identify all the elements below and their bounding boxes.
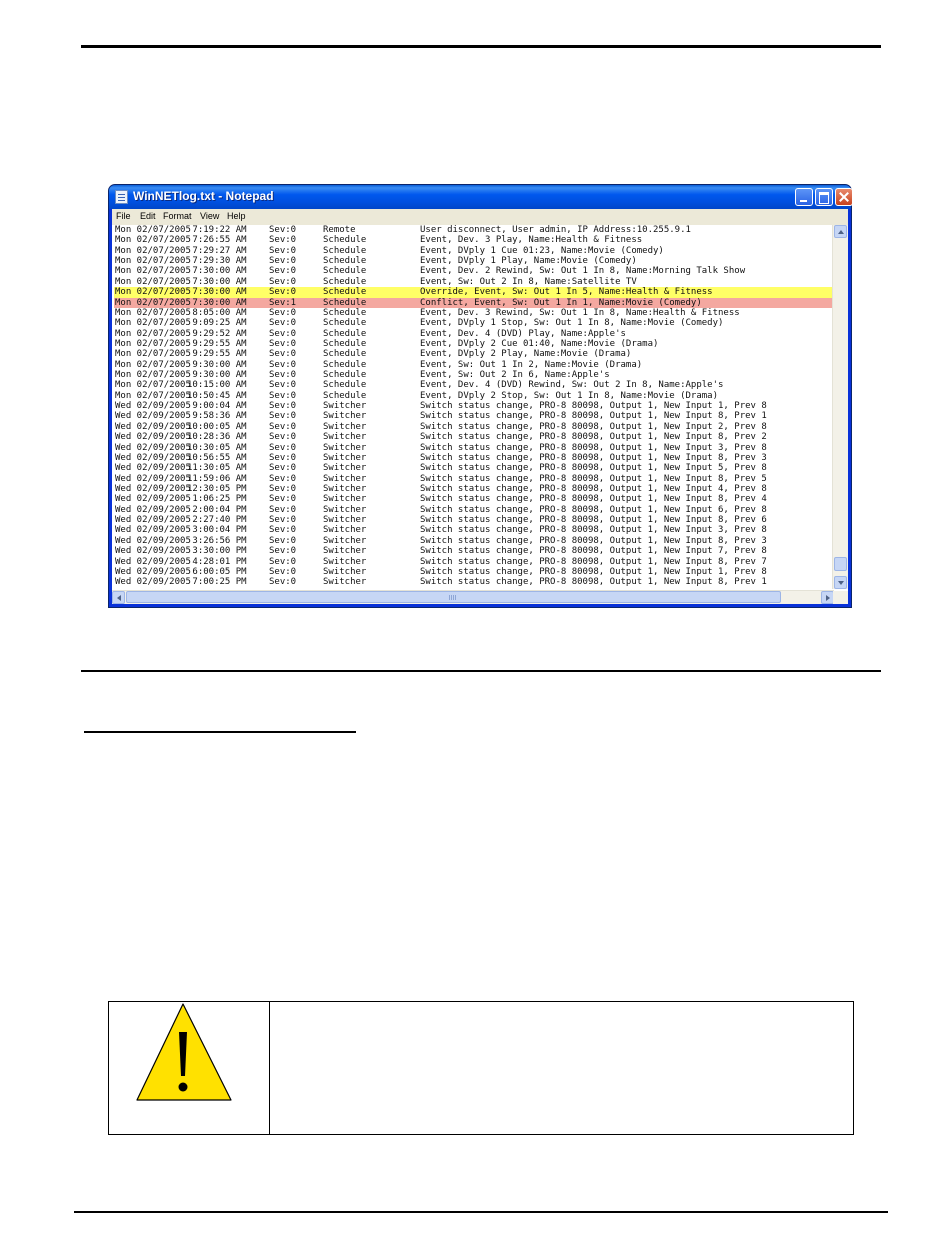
log-source: Schedule xyxy=(323,245,367,256)
log-source: Schedule xyxy=(323,359,367,370)
log-severity: Sev:0 xyxy=(269,494,297,505)
log-date: Wed 02/09/2005 xyxy=(115,515,191,526)
log-source: Switcher xyxy=(323,463,367,474)
log-message: Switch status change, PRO-8 80098, Output 1, New Input 8, Prev 3 xyxy=(420,452,767,463)
log-source: Switcher xyxy=(323,504,367,515)
log-severity: Sev:0 xyxy=(269,245,297,256)
log-message: Switch status change, PRO-8 80098, Output 1, New Input 2, Prev 8 xyxy=(420,421,767,432)
log-date: Mon 02/07/2005 xyxy=(115,380,191,391)
log-message: Switch status change, PRO-8 80098, Output 1, New Input 1, Prev 8 xyxy=(420,566,767,577)
log-date: Wed 02/09/2005 xyxy=(115,432,191,443)
log-row xyxy=(114,235,836,245)
log-time: 7:19:22 AM xyxy=(187,225,247,235)
log-source: Remote xyxy=(323,225,356,235)
log-message: Event, Sw: Out 1 In 2, Name:Movie (Drama) xyxy=(420,359,643,370)
log-date: Mon 02/07/2005 xyxy=(115,359,191,370)
menu-help[interactable]: Help xyxy=(227,211,246,221)
log-message: Switch status change, PRO-8 80098, Output 1, New Input 8, Prev 5 xyxy=(420,473,767,484)
horizontal-scroll-thumb[interactable] xyxy=(126,591,781,603)
log-severity: Sev:0 xyxy=(269,463,297,474)
log-row-conflict xyxy=(114,298,836,308)
log-time: 7:30:00 AM xyxy=(187,297,247,308)
log-row xyxy=(114,463,836,473)
log-severity: Sev:0 xyxy=(269,390,297,401)
log-message: Event, Dev. 3 Play, Name:Health & Fitness xyxy=(420,235,643,246)
text-area[interactable] xyxy=(112,225,848,604)
log-source: Switcher xyxy=(323,452,367,463)
log-source: Switcher xyxy=(323,432,367,443)
log-row xyxy=(114,505,836,515)
log-date: Wed 02/09/2005 xyxy=(115,535,191,546)
log-row xyxy=(114,484,836,494)
log-severity: Sev:0 xyxy=(269,525,297,536)
log-message: Switch status change, PRO-8 80098, Output 1, New Input 6, Prev 8 xyxy=(420,504,767,515)
log-severity: Sev:1 xyxy=(269,297,297,308)
log-time: 7:30:00 AM xyxy=(187,266,247,277)
log-row xyxy=(114,225,836,235)
log-source: Switcher xyxy=(323,556,367,567)
caution-divider xyxy=(269,1002,270,1134)
log-date: Wed 02/09/2005 xyxy=(115,442,191,453)
log-source: Schedule xyxy=(323,390,367,401)
log-date: Mon 02/07/2005 xyxy=(115,318,191,329)
log-severity: Sev:0 xyxy=(269,442,297,453)
log-row xyxy=(114,453,836,463)
log-source: Schedule xyxy=(323,380,367,391)
log-source: Switcher xyxy=(323,401,367,412)
log-source: Switcher xyxy=(323,535,367,546)
log-source: Schedule xyxy=(323,338,367,349)
log-date: Wed 02/09/2005 xyxy=(115,473,191,484)
log-time: 7:29:27 AM xyxy=(187,245,247,256)
log-date: Wed 02/09/2005 xyxy=(115,421,191,432)
log-source: Schedule xyxy=(323,287,367,298)
log-message: Event, Sw: Out 2 In 8, Name:Satellite TV xyxy=(420,276,637,287)
log-time: 7:26:55 AM xyxy=(187,235,247,246)
log-severity: Sev:0 xyxy=(269,359,297,370)
log-time: 7:30:00 AM xyxy=(187,287,247,298)
log-severity: Sev:0 xyxy=(269,483,297,494)
log-time: 1:06:25 PM xyxy=(187,494,247,505)
log-date: Mon 02/07/2005 xyxy=(115,370,191,381)
log-row xyxy=(114,277,836,287)
log-row xyxy=(114,246,836,256)
scroll-up-icon[interactable] xyxy=(834,225,847,238)
log-time: 10:56:55 AM xyxy=(187,452,247,463)
log-row xyxy=(114,256,836,266)
log-message: Event, DVply 2 Stop, Sw: Out 1 In 8, Name:Movie (Drama) xyxy=(420,390,719,401)
log-row xyxy=(114,329,836,339)
bottom-rule xyxy=(74,1211,888,1213)
log-date: Wed 02/09/2005 xyxy=(115,504,191,515)
log-row xyxy=(114,546,836,556)
log-time: 7:29:30 AM xyxy=(187,256,247,267)
minimize-button[interactable] xyxy=(795,188,813,206)
log-message: Switch status change, PRO-8 80098, Output 1, New Input 3, Prev 8 xyxy=(420,525,767,536)
log-row xyxy=(114,577,836,587)
log-row-override xyxy=(114,287,836,297)
log-time: 11:30:05 AM xyxy=(187,463,247,474)
log-row xyxy=(114,349,836,359)
log-date: Mon 02/07/2005 xyxy=(115,256,191,267)
log-source: Switcher xyxy=(323,515,367,526)
log-date: Mon 02/07/2005 xyxy=(115,338,191,349)
log-message: Switch status change, PRO-8 80098, Output 1, New Input 8, Prev 1 xyxy=(420,577,767,588)
log-time: 10:30:05 AM xyxy=(187,442,247,453)
log-date: Wed 02/09/2005 xyxy=(115,556,191,567)
log-message: Event, DVply 1 Play, Name:Movie (Comedy) xyxy=(420,256,637,267)
log-row xyxy=(114,443,836,453)
log-severity: Sev:0 xyxy=(269,411,297,422)
horizontal-scrollbar[interactable] xyxy=(112,590,834,604)
log-row xyxy=(114,536,836,546)
log-severity: Sev:0 xyxy=(269,235,297,246)
log-severity: Sev:0 xyxy=(269,318,297,329)
log-row xyxy=(114,422,836,432)
log-severity: Sev:0 xyxy=(269,504,297,515)
log-severity: Sev:0 xyxy=(269,370,297,381)
log-time: 6:00:05 PM xyxy=(187,566,247,577)
log-row xyxy=(114,567,836,577)
log-row xyxy=(114,380,836,390)
log-time: 9:29:55 AM xyxy=(187,349,247,360)
log-message: Switch status change, PRO-8 80098, Output 1, New Input 4, Prev 8 xyxy=(420,483,767,494)
log-date: Wed 02/09/2005 xyxy=(115,525,191,536)
log-message: Event, DVply 2 Play, Name:Movie (Drama) xyxy=(420,349,632,360)
log-message: Switch status change, PRO-8 80098, Output 1, New Input 3, Prev 8 xyxy=(420,442,767,453)
log-time: 9:58:36 AM xyxy=(187,411,247,422)
log-time: 9:30:00 AM xyxy=(187,370,247,381)
log-source: Switcher xyxy=(323,566,367,577)
log-severity: Sev:0 xyxy=(269,401,297,412)
log-severity: Sev:0 xyxy=(269,380,297,391)
menu-format[interactable]: Format xyxy=(163,211,192,221)
log-date: Mon 02/07/2005 xyxy=(115,235,191,246)
menu-bar xyxy=(112,209,848,225)
close-button[interactable] xyxy=(835,188,853,206)
log-message: Switch status change, PRO-8 80098, Output 1, New Input 8, Prev 7 xyxy=(420,556,767,567)
menu-edit[interactable]: Edit xyxy=(140,211,156,221)
log-date: Mon 02/07/2005 xyxy=(115,276,191,287)
log-date: Wed 02/09/2005 xyxy=(115,411,191,422)
log-message: Switch status change, PRO-8 80098, Output 1, New Input 8, Prev 2 xyxy=(420,432,767,443)
log-time: 9:29:55 AM xyxy=(187,338,247,349)
log-message: Switch status change, PRO-8 80098, Output 1, New Input 7, Prev 8 xyxy=(420,546,767,557)
log-time: 12:30:05 PM xyxy=(187,483,247,494)
log-time: 2:27:40 PM xyxy=(187,515,247,526)
log-message: Switch status change, PRO-8 80098, Output 1, New Input 8, Prev 1 xyxy=(420,411,767,422)
log-message: Event, Sw: Out 2 In 6, Name:Apple's xyxy=(420,370,610,381)
log-message: Switch status change, PRO-8 80098, Output 1, New Input 1, Prev 8 xyxy=(420,401,767,412)
vertical-scrollbar[interactable] xyxy=(832,225,848,589)
log-date: Wed 02/09/2005 xyxy=(115,566,191,577)
log-source: Schedule xyxy=(323,349,367,360)
log-time: 10:50:45 AM xyxy=(187,390,247,401)
log-message: Switch status change, PRO-8 80098, Output 1, New Input 8, Prev 3 xyxy=(420,535,767,546)
log-severity: Sev:0 xyxy=(269,276,297,287)
log-row xyxy=(114,432,836,442)
title-bar[interactable] xyxy=(109,185,851,209)
log-message: Conflict, Event, Sw: Out 1 In 1, Name:Movie (Comedy) xyxy=(420,297,702,308)
log-message: Event, Dev. 4 (DVD) Play, Name:Apple's xyxy=(420,328,626,339)
window-title: WinNETlog.txt - Notepad xyxy=(133,189,274,203)
log-time: 9:29:52 AM xyxy=(187,328,247,339)
log-time: 8:05:00 AM xyxy=(187,307,247,318)
top-rule xyxy=(81,45,881,48)
log-message: Event, DVply 2 Cue 01:40, Name:Movie (Drama) xyxy=(420,338,659,349)
log-source: Switcher xyxy=(323,442,367,453)
log-date: Wed 02/09/2005 xyxy=(115,483,191,494)
log-message: Event, Dev. 4 (DVD) Rewind, Sw: Out 2 In 8, Name:Apple's xyxy=(420,380,724,391)
log-date: Wed 02/09/2005 xyxy=(115,494,191,505)
log-severity: Sev:0 xyxy=(269,256,297,267)
log-message: User disconnect, User admin, IP Address:10.255.9.1 xyxy=(420,225,691,235)
section-rule xyxy=(81,670,881,672)
log-row xyxy=(114,266,836,276)
log-source: Switcher xyxy=(323,494,367,505)
log-row xyxy=(114,391,836,401)
log-date: Mon 02/07/2005 xyxy=(115,245,191,256)
log-message: Switch status change, PRO-8 80098, Output 1, New Input 8, Prev 6 xyxy=(420,515,767,526)
log-message: Event, Dev. 2 Rewind, Sw: Out 1 In 8, Name:Morning Talk Show xyxy=(420,266,746,277)
log-source: Switcher xyxy=(323,577,367,588)
warning-triangle-icon xyxy=(135,1002,233,1102)
log-row xyxy=(114,494,836,504)
log-row xyxy=(114,308,836,318)
log-severity: Sev:0 xyxy=(269,421,297,432)
notepad-icon xyxy=(115,190,128,204)
log-severity: Sev:0 xyxy=(269,307,297,318)
log-source: Schedule xyxy=(323,370,367,381)
log-time: 4:28:01 PM xyxy=(187,556,247,567)
log-message: Event, DVply 1 Cue 01:23, Name:Movie (Comedy) xyxy=(420,245,664,256)
log-source: Switcher xyxy=(323,546,367,557)
log-date: Wed 02/09/2005 xyxy=(115,401,191,412)
log-severity: Sev:0 xyxy=(269,432,297,443)
log-message: Switch status change, PRO-8 80098, Output 1, New Input 5, Prev 8 xyxy=(420,463,767,474)
log-severity: Sev:0 xyxy=(269,328,297,339)
maximize-button[interactable] xyxy=(815,188,833,206)
log-message: Event, DVply 1 Stop, Sw: Out 1 In 8, Name:Movie (Comedy) xyxy=(420,318,724,329)
log-row xyxy=(114,360,836,370)
log-date: Mon 02/07/2005 xyxy=(115,266,191,277)
log-source: Switcher xyxy=(323,411,367,422)
log-source: Schedule xyxy=(323,307,367,318)
log-severity: Sev:0 xyxy=(269,338,297,349)
notepad-window[interactable] xyxy=(108,184,852,608)
log-severity: Sev:0 xyxy=(269,556,297,567)
log-message: Event, Dev. 3 Rewind, Sw: Out 1 In 8, Name:Health & Fitness xyxy=(420,307,740,318)
log-time: 7:30:00 AM xyxy=(187,276,247,287)
log-time: 9:00:04 AM xyxy=(187,401,247,412)
log-severity: Sev:0 xyxy=(269,452,297,463)
log-source: Switcher xyxy=(323,421,367,432)
log-row xyxy=(114,339,836,349)
log-source: Schedule xyxy=(323,318,367,329)
log-time: 3:26:56 PM xyxy=(187,535,247,546)
log-severity: Sev:0 xyxy=(269,349,297,360)
size-grip[interactable] xyxy=(833,591,848,604)
menu-file[interactable]: File xyxy=(116,211,131,221)
log-message: Switch status change, PRO-8 80098, Output 1, New Input 8, Prev 4 xyxy=(420,494,767,505)
log-date: Mon 02/07/2005 xyxy=(115,307,191,318)
log-source: Schedule xyxy=(323,266,367,277)
log-row xyxy=(114,411,836,421)
log-row xyxy=(114,525,836,535)
log-source: Schedule xyxy=(323,328,367,339)
log-date: Mon 02/07/2005 xyxy=(115,390,191,401)
log-row xyxy=(114,474,836,484)
log-date: Mon 02/07/2005 xyxy=(115,297,191,308)
menu-view[interactable]: View xyxy=(200,211,220,221)
scroll-left-icon[interactable] xyxy=(112,591,125,604)
log-severity: Sev:0 xyxy=(269,473,297,484)
log-time: 9:09:25 AM xyxy=(187,318,247,329)
log-row xyxy=(114,515,836,525)
section-heading-underline xyxy=(84,731,356,733)
log-time: 2:00:04 PM xyxy=(187,504,247,515)
log-text[interactable] xyxy=(114,225,836,588)
log-source: Schedule xyxy=(323,235,367,246)
log-row xyxy=(114,557,836,567)
log-time: 11:59:06 AM xyxy=(187,473,247,484)
log-row xyxy=(114,401,836,411)
log-source: Switcher xyxy=(323,525,367,536)
log-source: Schedule xyxy=(323,256,367,267)
log-severity: Sev:0 xyxy=(269,515,297,526)
log-date: Mon 02/07/2005 xyxy=(115,349,191,360)
log-time: 9:30:00 AM xyxy=(187,359,247,370)
log-date: Wed 02/09/2005 xyxy=(115,577,191,588)
log-date: Mon 02/07/2005 xyxy=(115,328,191,339)
scroll-down-icon[interactable] xyxy=(834,576,847,589)
log-severity: Sev:0 xyxy=(269,566,297,577)
log-source: Switcher xyxy=(323,483,367,494)
log-time: 10:15:00 AM xyxy=(187,380,247,391)
log-date: Wed 02/09/2005 xyxy=(115,452,191,463)
log-row xyxy=(114,370,836,380)
log-date: Wed 02/09/2005 xyxy=(115,463,191,474)
log-severity: Sev:0 xyxy=(269,535,297,546)
log-row xyxy=(114,318,836,328)
log-source: Schedule xyxy=(323,276,367,287)
log-time: 10:00:05 AM xyxy=(187,421,247,432)
log-severity: Sev:0 xyxy=(269,577,297,588)
log-source: Schedule xyxy=(323,297,367,308)
log-time: 3:00:04 PM xyxy=(187,525,247,536)
log-time: 7:00:25 PM xyxy=(187,577,247,588)
log-severity: Sev:0 xyxy=(269,266,297,277)
log-severity: Sev:0 xyxy=(269,225,297,235)
log-message: Override, Event, Sw: Out 1 In 5, Name:Health & Fitness xyxy=(420,287,713,298)
log-date: Wed 02/09/2005 xyxy=(115,546,191,557)
log-severity: Sev:0 xyxy=(269,546,297,557)
vertical-scroll-thumb[interactable] xyxy=(834,557,847,571)
log-date: Mon 02/07/2005 xyxy=(115,287,191,298)
log-date: Mon 02/07/2005 xyxy=(115,225,191,235)
log-severity: Sev:0 xyxy=(269,287,297,298)
log-source: Switcher xyxy=(323,473,367,484)
log-time: 3:30:00 PM xyxy=(187,546,247,557)
log-time: 10:28:36 AM xyxy=(187,432,247,443)
